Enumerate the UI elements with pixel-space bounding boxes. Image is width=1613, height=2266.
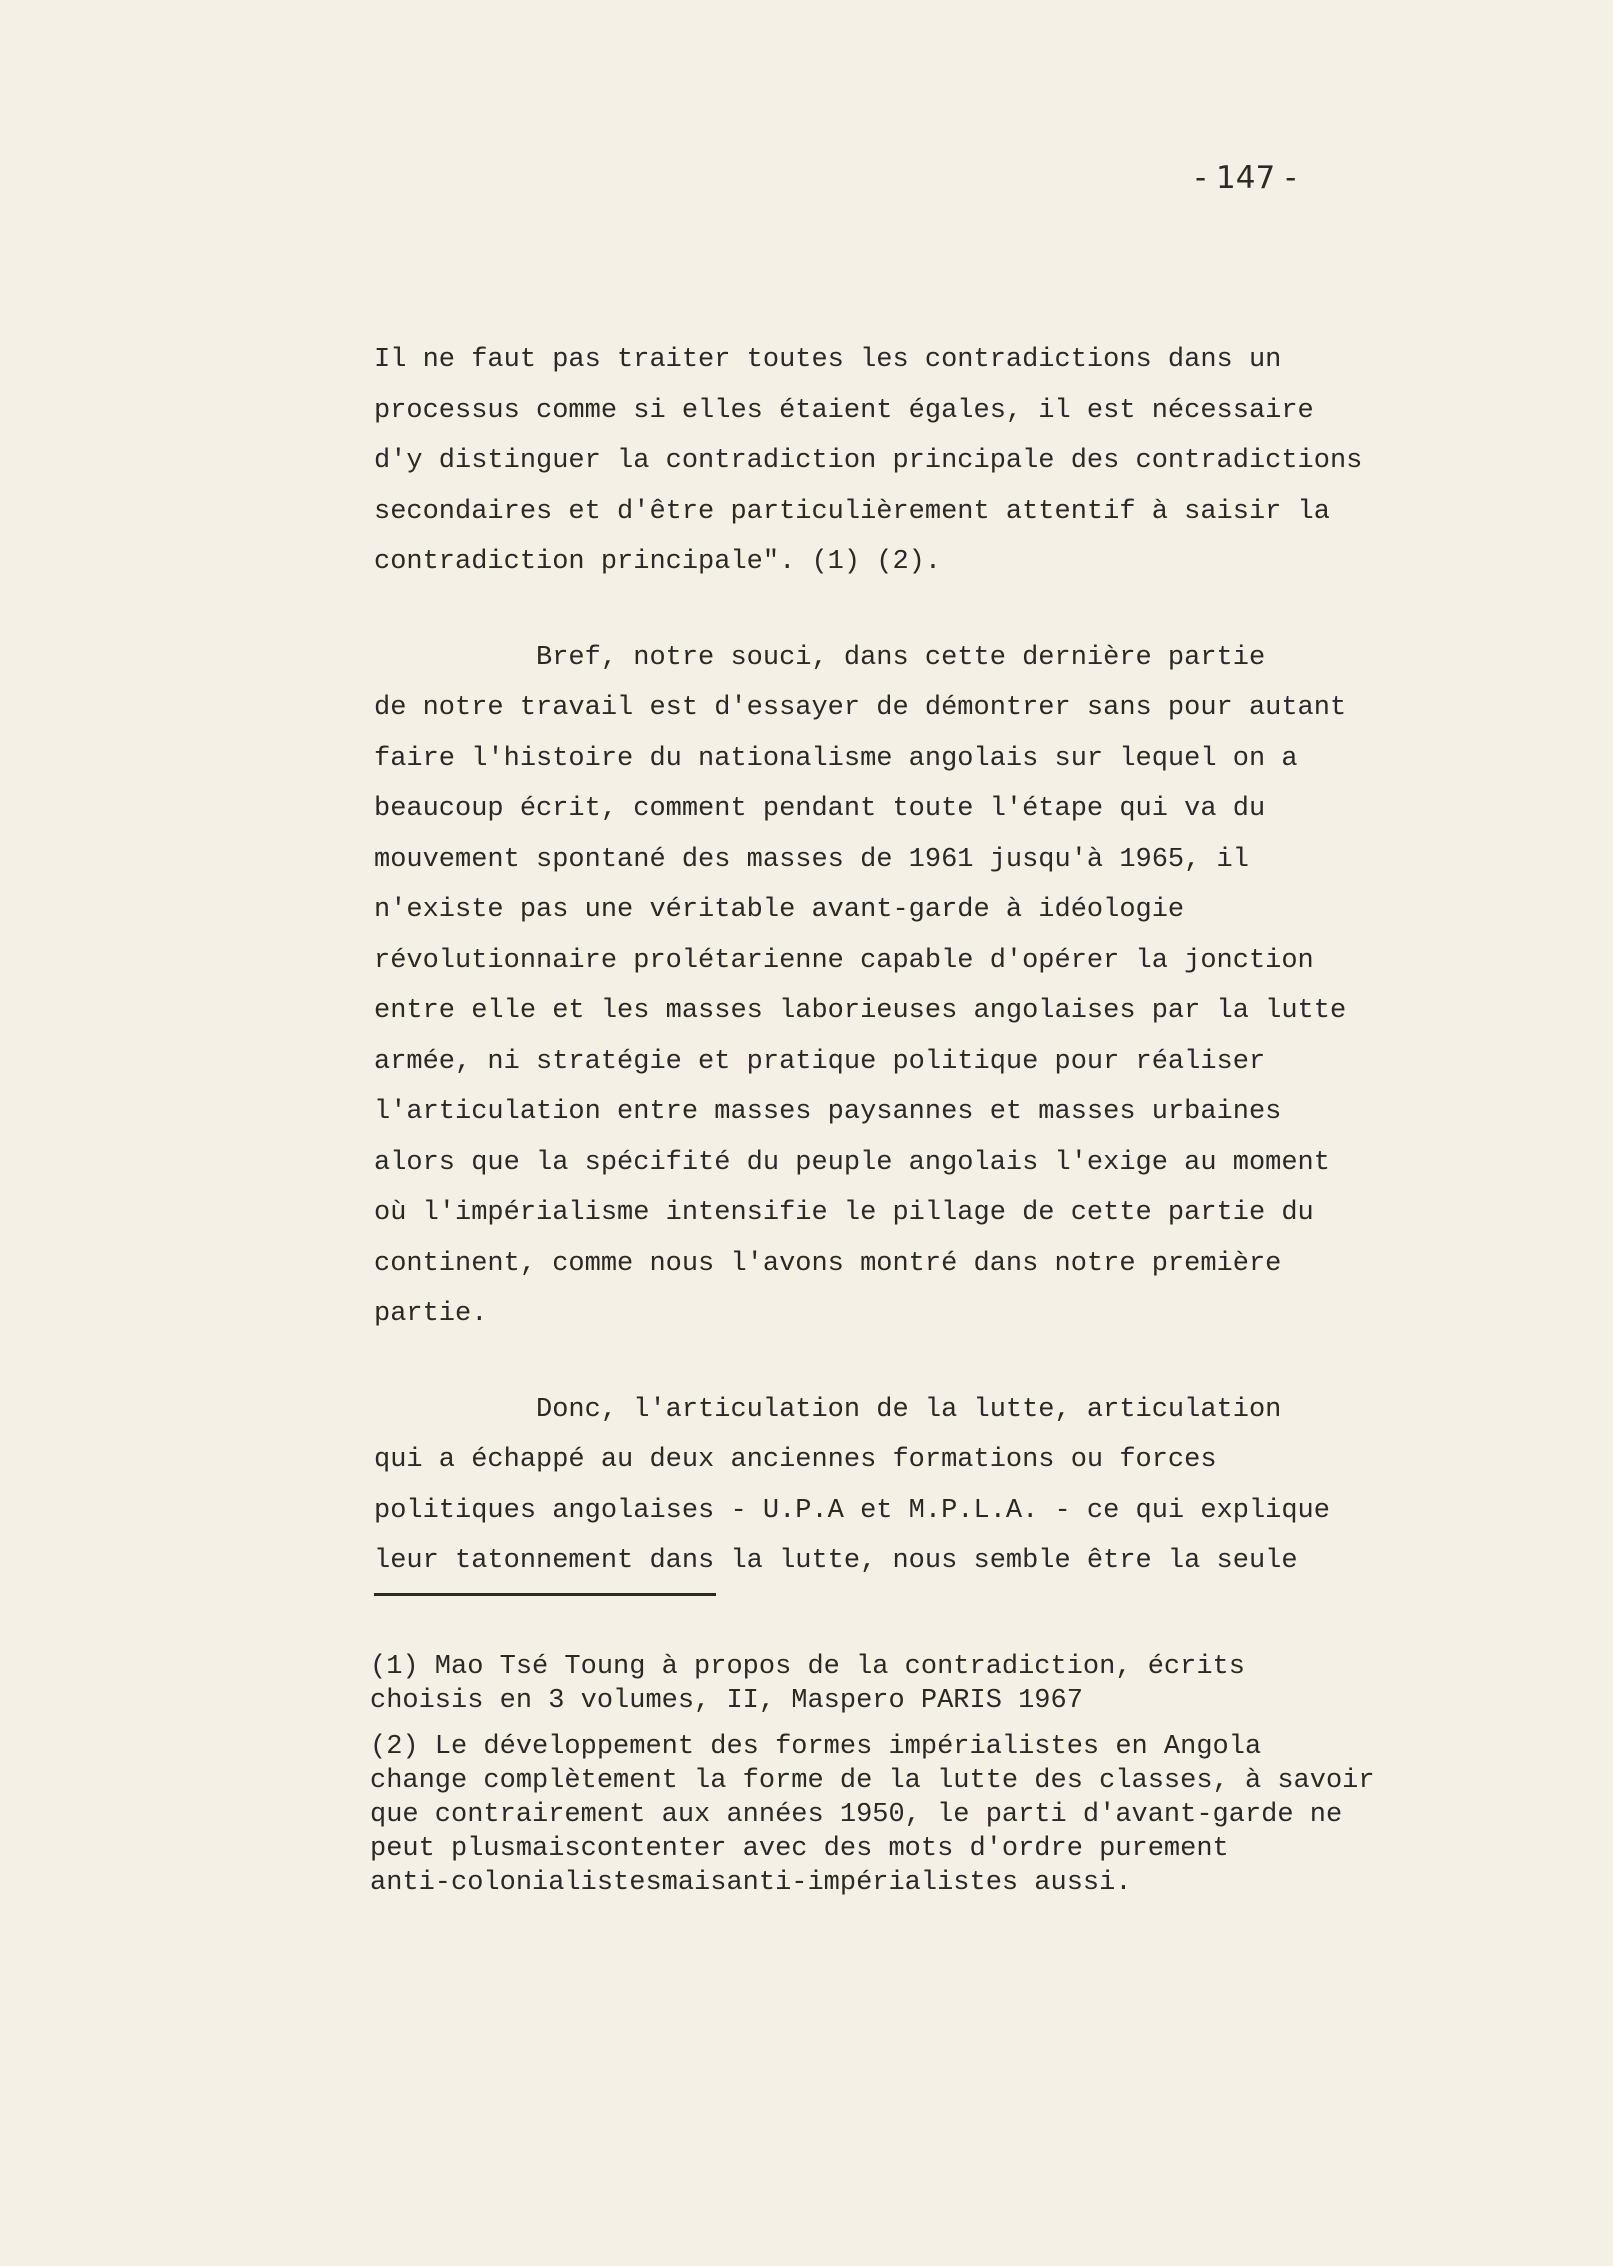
text-line: faire l'histoire du nationalisme angolais sur lequel on a <box>374 743 1298 774</box>
footnote-spacer <box>370 1718 1550 1730</box>
text-line: entre elle et les masses laborieuses angolaises par la lutte <box>374 996 1347 1026</box>
footnotes <box>370 1650 1550 1900</box>
text-line: continent, comme nous l'avons montré dans notre première <box>374 1248 1282 1279</box>
text-line: où l'impérialisme intensifie le pillage de cette partie du <box>374 1198 1314 1228</box>
text-line: leur tatonnement dans la lutte, nous semble être la seule <box>374 1546 1298 1576</box>
text-line: armée, ni stratégie et pratique politique pour réaliser <box>374 1046 1266 1077</box>
footnote-line: change complètement la forme de la lutte des classes, à savoir <box>370 1766 1375 1796</box>
footnote-2 <box>370 1730 1550 1900</box>
text-line: de notre travail est d'essayer de démontrer sans pour autant <box>374 693 1347 723</box>
paragraph-3 <box>374 1385 1474 1587</box>
text-line: révolutionnaire prolétarienne capable d'opérer la jonction <box>374 945 1314 976</box>
paragraph-spacer <box>374 588 1474 633</box>
footnote-divider <box>374 1593 716 1596</box>
text-line: Bref, notre souci, dans cette dernière partie <box>374 642 1266 673</box>
text-line: mouvement spontané des masses de 1961 jusqu'à 1965, il <box>374 844 1249 875</box>
text-line: beaucoup écrit, comment pendant toute l'étape qui va du <box>374 794 1266 824</box>
footnote-line: anti-colonialistesmaisanti-impérialistes aussi. <box>370 1868 1132 1898</box>
text-line: secondaires et d'être particulièrement attentif à saisir la <box>374 496 1330 527</box>
paragraph-spacer <box>374 1340 1474 1385</box>
text-line: d'y distinguer la contradiction principale des contradictions <box>374 446 1363 476</box>
paragraph-2 <box>374 633 1474 1340</box>
page-number: - 147 - <box>1195 160 1297 196</box>
text-line: qui a échappé au deux anciennes formations ou forces <box>374 1445 1217 1475</box>
body-text <box>374 335 1474 1587</box>
text-line: partie. <box>374 1299 488 1329</box>
text-line: Donc, l'articulation de la lutte, articulation <box>374 1394 1282 1425</box>
paragraph-1 <box>374 335 1474 588</box>
footnote-line: choisis en 3 volumes, II, Maspero PARIS 1967 <box>370 1686 1083 1716</box>
text-line: n'existe pas une véritable avant-garde à idéologie <box>374 895 1185 925</box>
text-line: l'articulation entre masses paysannes et masses urbaines <box>374 1097 1282 1127</box>
text-line: Il ne faut pas traiter toutes les contradictions dans un <box>374 345 1282 375</box>
footnote-line: (2) Le développement des formes impérialistes en Angola <box>370 1732 1262 1762</box>
text-line: processus comme si elles étaient égales, il est nécessaire <box>374 395 1314 426</box>
footnote-line: que contrairement aux années 1950, le parti d'avant-garde ne <box>370 1800 1343 1830</box>
footnote-line: peut plusmaiscontenter avec des mots d'ordre purement <box>370 1834 1229 1864</box>
text-line: alors que la spécifité du peuple angolais l'exige au moment <box>374 1147 1330 1178</box>
text-line: contradiction principale". (1) (2). <box>374 547 942 577</box>
footnote-1 <box>370 1650 1550 1718</box>
footnote-line: (1) Mao Tsé Toung à propos de la contradiction, écrits <box>370 1652 1245 1682</box>
text-line: politiques angolaises - U.P.A et M.P.L.A. - ce qui explique <box>374 1495 1330 1526</box>
